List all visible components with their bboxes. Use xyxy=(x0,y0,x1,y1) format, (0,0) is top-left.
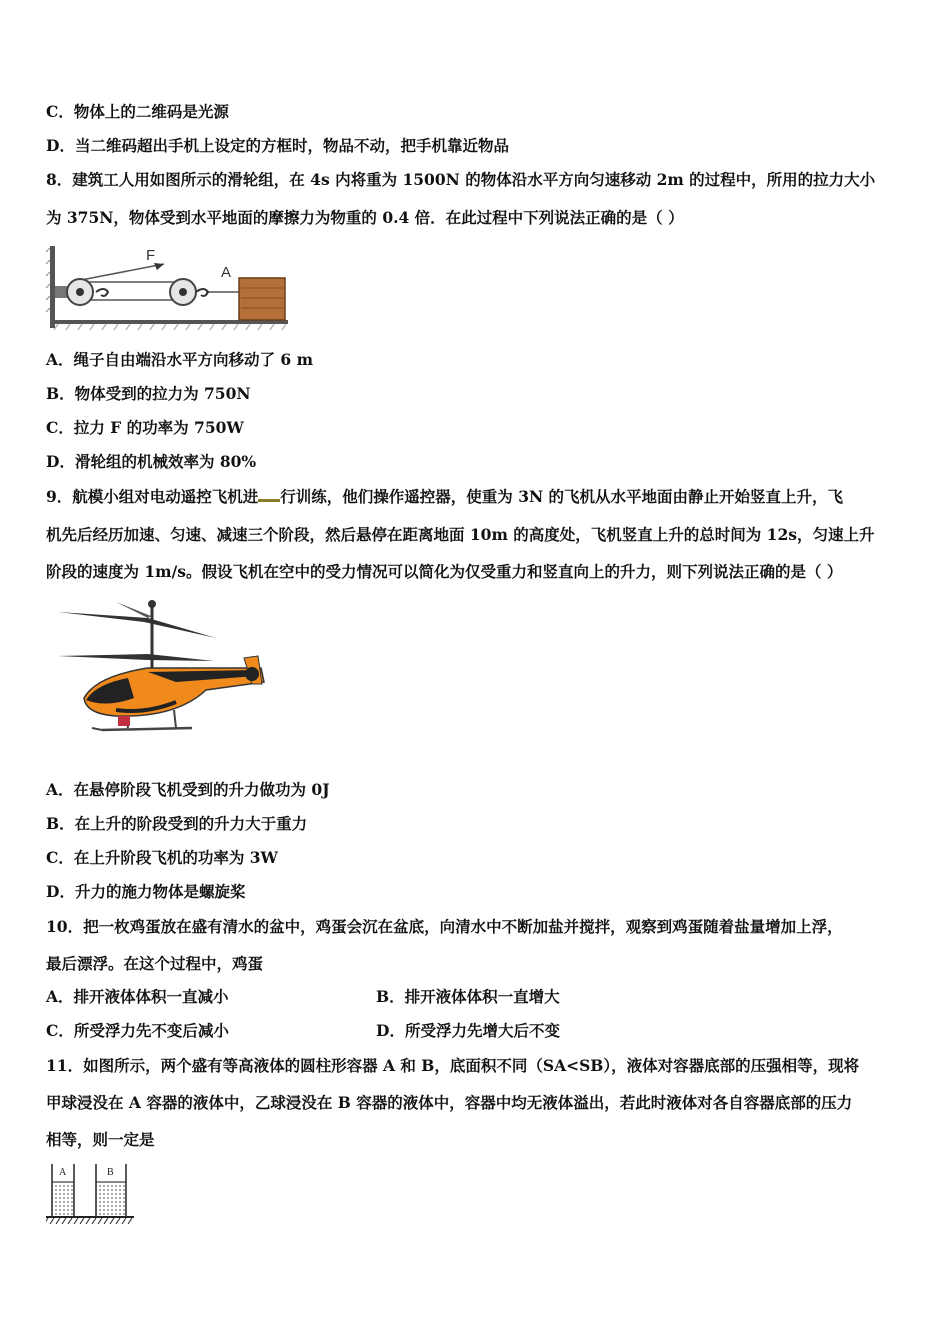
q7-option-d: D．当二维码超出手机上设定的方框时，物品不动，把手机靠近物品 xyxy=(46,136,509,155)
label-f: F xyxy=(146,247,156,264)
q9-option-c: C．在上升阶段飞机的功率为 3W xyxy=(46,848,278,867)
q10-option-a: A．排开液体体积一直减小 xyxy=(46,987,229,1006)
q10-option-c: C．所受浮力先不变后减小 xyxy=(46,1021,229,1040)
q9-stem-line3: 阶段的速度为 1m/s。假设飞机在空中的受力情况可以简化为仅受重力和竖直向上的升力，则下列说法正确的是（ ） xyxy=(46,562,843,581)
q7-option-c: C．物体上的二维码是光源 xyxy=(46,102,229,121)
label-container-b: B xyxy=(107,1167,114,1178)
q8-stem-line2: 为 375N，物体受到水平地面的摩擦力为物重的 0.4 倍．在此过程中下列说法正确的是（ ） xyxy=(46,208,684,227)
label-a: A xyxy=(221,264,232,281)
q9-option-d: D．升力的施力物体是螺旋桨 xyxy=(46,882,246,901)
q9-stem-line2: 机先后经历加速、匀速、减速三个阶段，然后悬停在距离地面 10m 的高度处，飞机竖直上升的总时间为 12s，匀速上升 xyxy=(46,525,875,544)
q9-stem-line1-part2: 行训练，他们操作遥控器，使重为 3N 的飞机从水平地面由静止开始竖直上升，飞 xyxy=(280,487,844,506)
q9-stem-line1 xyxy=(46,487,843,507)
skid xyxy=(102,728,192,730)
q10-stem-line1: 10．把一枚鸡蛋放在盛有清水的盆中，鸡蛋会沉在盆底，向清水中不断加盐并搅拌，观察到鸡蛋随着盐量增加上浮， xyxy=(46,917,843,936)
liquid-b xyxy=(96,1182,126,1216)
pulley-figure xyxy=(46,242,291,332)
force-arrow xyxy=(154,263,164,270)
q11-stem-line3: 相等，则一定是 xyxy=(46,1130,155,1149)
q9-stem-line1-part1: 9．航模小组对电动遥控飞机进 xyxy=(46,487,259,506)
helicopter-figure xyxy=(56,598,266,748)
block-a xyxy=(239,278,285,320)
q11-stem-line2: 甲球浸没在 A 容器的液体中，乙球浸没在 B 容器的液体中，容器中均无液体溢出，若此时液体对各自容器底部的压力 xyxy=(46,1093,853,1112)
q9-option-a: A．在悬停阶段飞机受到的升力做功为 0J xyxy=(46,780,330,799)
containers-figure xyxy=(46,1160,138,1228)
q8-option-b: B．物体受到的拉力为 750N xyxy=(46,384,251,403)
q8-option-d: D．滑轮组的机械效率为 80% xyxy=(46,452,257,471)
q8-option-c: C．拉力 F 的功率为 750W xyxy=(46,418,244,437)
upper-rotor xyxy=(58,612,216,638)
wall xyxy=(50,246,55,328)
q8-option-a: A．绳子自由端沿水平方向移动了 6 m xyxy=(46,350,314,369)
liquid-a xyxy=(52,1182,74,1216)
lower-rotor xyxy=(58,654,214,661)
q10-option-b: B．排开液体体积一直增大 xyxy=(376,987,560,1006)
q9-option-b: B．在上升的阶段受到的升力大于重力 xyxy=(46,814,308,833)
q10-option-d: D．所受浮力先增大后不变 xyxy=(376,1021,560,1040)
q10-stem-line2: 最后漂浮。在这个过程中，鸡蛋 xyxy=(46,954,264,973)
label-container-a: A xyxy=(59,1167,67,1178)
q11-stem-line1: 11．如图所示，两个盛有等高液体的圆柱形容器 A 和 B，底面积不同（SA<SB），液体对容器底部的压强相等，现将 xyxy=(46,1056,860,1075)
underline-mark xyxy=(258,495,280,502)
q8-stem-line1: 8．建筑工人用如图所示的滑轮组，在 4s 内将重为 1500N 的物体沿水平方向匀速移动 2m 的过程中，所用的拉力大小 xyxy=(46,170,876,189)
free-rope-end xyxy=(81,264,164,280)
